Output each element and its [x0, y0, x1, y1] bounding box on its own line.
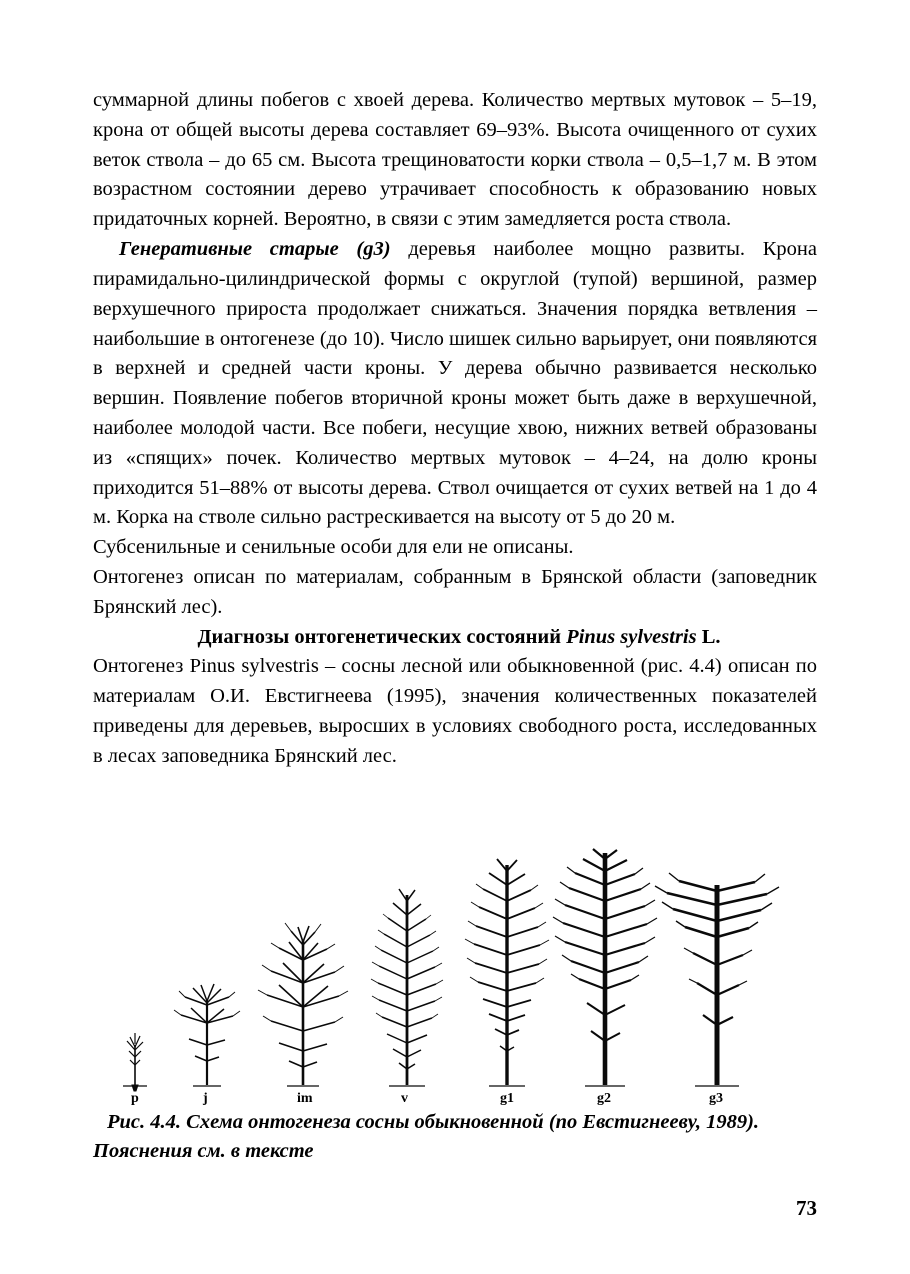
- stage-j-juvenile: [174, 984, 240, 1085]
- pine-ontogenesis-illustration: [93, 845, 817, 1095]
- stage-label-g1: g1: [500, 1091, 514, 1106]
- stage-p-seedling: [127, 1033, 143, 1091]
- paragraph-2-text: деревья наиболее мощно развиты. Крона пирамидально-цилиндрической формы с округлой (тупой) вершиной, размер верхушечного прироста продолжает снижаться. Значения порядка ветвления – наибольшие в онтогенезе (до 10). Число шишек сильно варьирует, они появляются в верхней и средней части кроны. У дерева обычно развивается несколько вершин. Появление побегов вторичной кроны может быть даже в верхушечной, наиболее молодой части. Все побеги, несущие хвою, нижних ветвей образованы из «спящих» почек. Количество мертвых мутовок – 4–24, на долю кроны приходится 51–88% от высоты дерева. Ствол очищается от сухих ветвей на 1 до 4 м. Корка на стволе сильно растрескивается на высоту от 5 до 20 м.: [93, 238, 818, 529]
- stage-label-g3: g3: [709, 1091, 723, 1106]
- stage-label-g2: g2: [597, 1091, 611, 1106]
- stage-g2-generative-middle: [553, 849, 657, 1085]
- figure-4-4: [93, 845, 817, 1110]
- stage-im-immature: [258, 923, 348, 1085]
- paragraph-4: Онтогенез описан по материалам, собранным в Брянской области (заповедник Брянский лес).: [93, 566, 817, 618]
- paragraph-2: [93, 235, 817, 533]
- page-number: 73: [796, 1196, 817, 1220]
- stage-label-j: j: [203, 1091, 208, 1106]
- stage-label-im: im: [297, 1091, 313, 1106]
- paragraph-1: суммарной длины побегов с хвоей дерева. Количество мертвых мутовок – 5–19, крона от общей высоты дерева составляет 69–93%. Высота очищенного от сухих веток ствола – до 65 см. Высота трещиноватости корки ствола – 0,5–1,7 м. В этом возрастном состоянии дерево утрачивает способность к образованию новых придаточных корней. Вероятно, в связи с этим замедляется роста ствола.: [93, 89, 817, 231]
- section-heading-suffix: L.: [696, 625, 721, 648]
- stage-g1-generative-young: [465, 859, 549, 1085]
- text-column: [93, 86, 817, 772]
- stage-label-p: p: [131, 1091, 139, 1106]
- caption-text: Рис. 4.4. Схема онтогенеза сосны обыкновенной (по Евстигнееву, 1989). Пояснения см. в тексте: [93, 1111, 760, 1163]
- section-heading: [93, 623, 817, 653]
- paragraph-3: Субсенильные и сенильные особи для ели не описаны.: [93, 536, 574, 559]
- figure-caption: [93, 1108, 817, 1166]
- stage-g3-generative-old: [655, 873, 779, 1085]
- section-heading-prefix: Диагнозы онтогенетических состояний: [197, 625, 567, 648]
- stage-v-virginile: [371, 889, 443, 1085]
- generative-old-term: Генеративные старые (g3): [119, 238, 391, 261]
- stage-label-v: v: [401, 1091, 408, 1106]
- paragraph-5: Онтогенез Pinus sylvestris – сосны лесной или обыкновенной (рис. 4.4) описан по материалам О.И. Евстигнеева (1995), значения количественных показателей приведены для деревьев, выросших в условиях свободного роста, исследованных в лесах заповедника Брянский лес.: [93, 655, 817, 767]
- section-heading-species: Pinus sylvestris: [566, 625, 697, 648]
